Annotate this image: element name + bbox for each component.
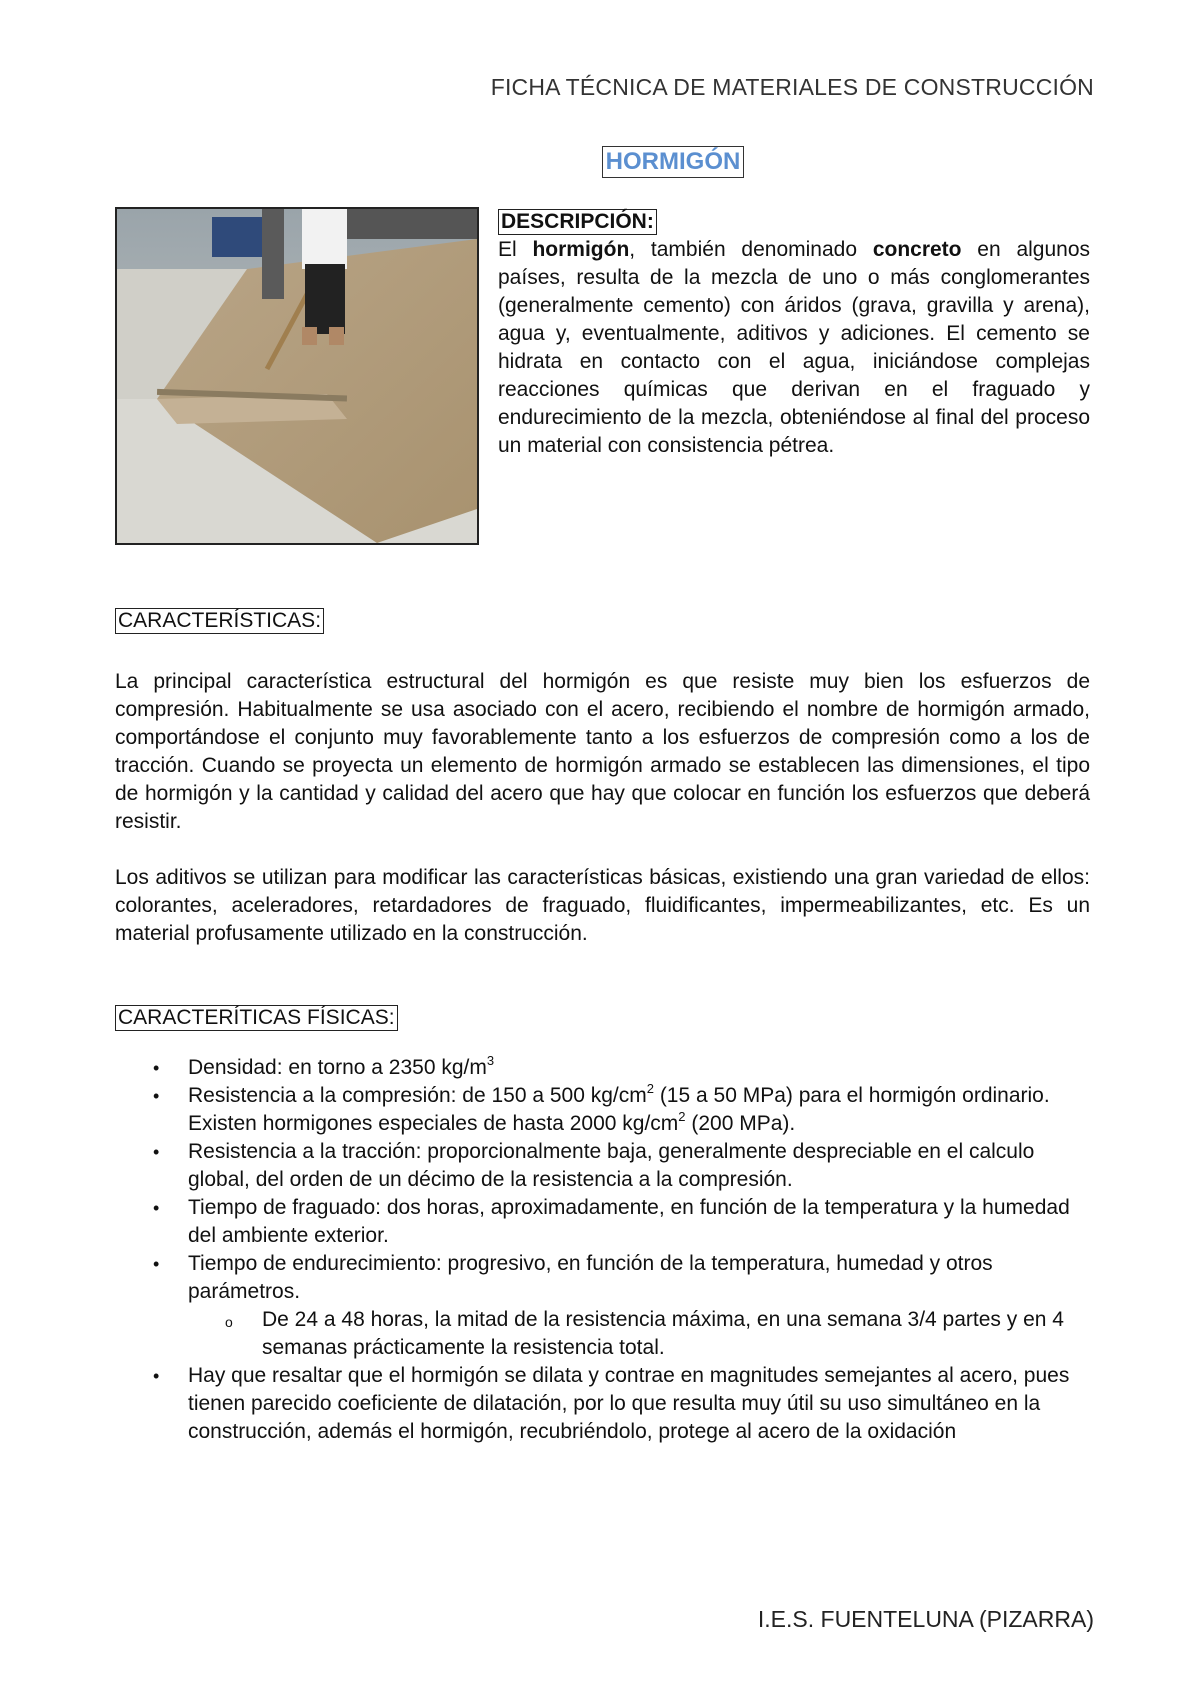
characteristics-paragraph-1: La principal característica estructural del hormigón es que resiste muy bien los esfuerzos de compresión. Habitualmente se usa asociado con el acero, recibiendo el nombre de hormigón armado, comportándose el conjunto muy favorablemente tanto a los esfuerzos de compresión como a los de tracción. Cuando se proyecta un elemento de hormigón armado se establecen las dimensiones, el tipo de hormigón y la cantidad y calidad del acero que hay que colocar en función los esfuerzos que deberá resistir. — [115, 670, 1090, 833]
concrete-photo — [115, 207, 479, 545]
bullet-icon: • — [153, 1198, 160, 1218]
page-header: FICHA TÉCNICA DE MATERIALES DE CONSTRUCCIÓN — [490, 74, 1094, 100]
physical-properties-list — [115, 1054, 1090, 1446]
description-heading: DESCRIPCIÓN: — [498, 209, 657, 235]
bullet-icon: • — [153, 1142, 160, 1162]
description-text-2: , también denominado — [629, 238, 873, 261]
list-item: • Resistencia a la tracción: proporcionalmente baja, generalmente despreciable en el calculo global, del orden de un décimo de la resistencia a la compresión. — [153, 1140, 1035, 1191]
list-item: • Tiempo de endurecimiento: progresivo, en función de la temperatura, humedad y otros parámetros. — [153, 1252, 993, 1303]
list-item: • Tiempo de fraguado: dos horas, aproximadamente, en función de la temperatura y la humedad del ambiente exterior. — [153, 1196, 1070, 1247]
characteristics-heading: CARACTERÍSTICAS: — [115, 608, 324, 634]
document-title: HORMIGÓN — [602, 146, 745, 178]
description-text-1: El — [498, 238, 533, 261]
bullet-icon: • — [153, 1086, 160, 1106]
concrete-pouring-icon — [117, 209, 477, 543]
list-item: • Hay que resaltar que el hormigón se dilata y contrae en magnitudes semejantes al acero, pues tienen parecido coeficiente de dilatación, por lo que resulta muy útil su uso simultáneo en la construcción, además el hormigón, recubriéndolo, protege al acero de la oxidación — [153, 1364, 1070, 1443]
term-concreto: concreto — [872, 238, 962, 261]
characteristics-paragraph-2: Los aditivos se utilizan para modificar las características básicas, existiendo una gran variedad de ellos: colorantes, aceleradores, retardadores de fraguado, fluidificantes, impermeabilizantes, etc. Es un material profusamente utilizado en la construcción. — [115, 866, 1090, 945]
sub-list-item: o De 24 a 48 horas, la mitad de la resistencia máxima, en una semana 3/4 partes y en 4 semanas prácticamente la resistencia total. — [225, 1308, 1064, 1359]
physical-heading: CARACTERÍTICAS FÍSICAS: — [115, 1005, 398, 1031]
bullet-icon: • — [153, 1058, 160, 1078]
description-text-3: en algunos países, resulta de la mezcla de uno o más conglomerantes (generalmente cemento) con áridos (grava, gravilla y arena), agua y, eventualmente, aditivos y adiciones. El cemento se hidrata en contacto con el agua, iniciándose complejas reacciones químicas que derivan en el fraguado y endurecimiento de la mezcla, obteniéndose al final del proceso un material con consistencia pétrea. — [498, 238, 1091, 457]
term-hormigon: hormigón — [532, 238, 630, 261]
list-item: • Densidad: en torno a 2350 $kg/m^3$ — [115, 1054, 1090, 1082]
sub-bullet-icon: o — [225, 1314, 233, 1330]
bullet-icon: • — [153, 1254, 160, 1274]
page-footer: I.E.S. FUENTELUNA (PIZARRA) — [757, 1606, 1094, 1632]
bullet-icon: • — [153, 1366, 160, 1386]
list-item: • Resistencia a la compresión: de 150 a 500 $kg/cm^2$ (15 a 50 MPa) para el hormigón ordinario. Existen hormigones especiales de hasta 2000 $kg/cm^2$ (200 MPa). — [153, 1081, 1050, 1135]
description-block — [498, 208, 1090, 460]
